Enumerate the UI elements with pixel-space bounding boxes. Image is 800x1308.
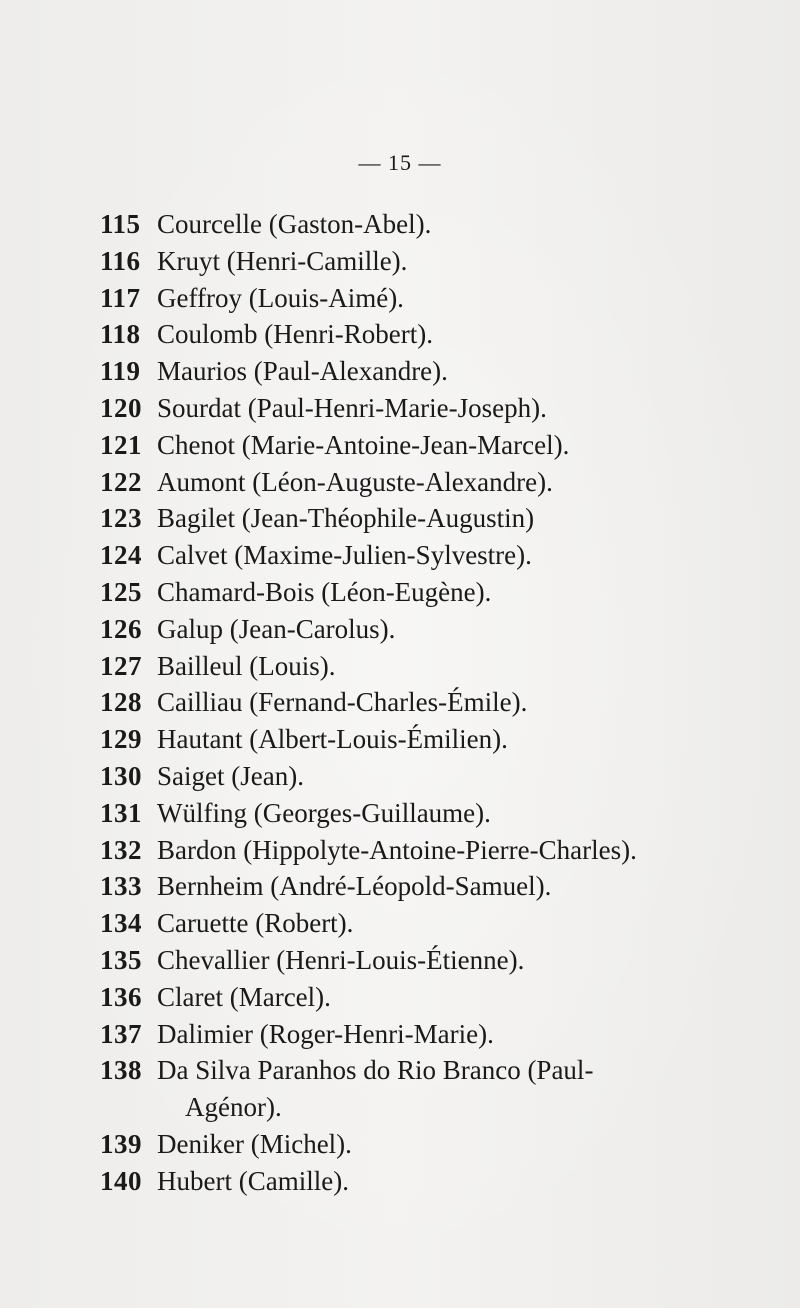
entry-number: 120 <box>100 392 142 423</box>
entry-name-text: Da Silva Paranhos do Rio Branco (Paul- <box>157 1055 594 1086</box>
list-item <box>100 832 760 869</box>
entry-name <box>157 758 760 795</box>
name-list <box>100 206 760 1200</box>
list-item <box>100 611 760 648</box>
entry-number: 124 <box>100 540 142 571</box>
entry-name-text: Kruyt (Henri-Camille). <box>157 245 408 276</box>
entry-name <box>157 1126 760 1163</box>
entry-number: 122 <box>100 466 142 497</box>
entry-name <box>157 243 760 280</box>
page-number: — 15 — <box>358 150 442 175</box>
entry-name <box>157 795 760 832</box>
list-item <box>100 1052 760 1126</box>
list-item <box>100 868 760 905</box>
entry-number: 132 <box>100 834 142 865</box>
entry-number: 121 <box>100 429 142 460</box>
list-item <box>100 1016 760 1053</box>
entry-name <box>157 611 760 648</box>
list-item <box>100 316 760 353</box>
entry-name-text: Hautant (Albert-Louis-Émilien). <box>157 724 508 755</box>
entry-name <box>157 1016 760 1053</box>
entry-number: 126 <box>100 613 142 644</box>
entry-number: 125 <box>100 576 142 607</box>
entry-name-text: Wülfing (Georges-Guillaume). <box>157 797 491 828</box>
entry-name-text: Sourdat (Paul-Henri-Marie-Joseph). <box>157 392 547 423</box>
entry-name <box>157 500 760 537</box>
entry-name-text: Cailliau (Fernand-Charles-Émile). <box>157 687 528 718</box>
entry-name <box>157 353 760 390</box>
list-item <box>100 280 760 317</box>
entry-name <box>157 942 760 979</box>
entry-name-text: Aumont (Léon-Auguste-Alexandre). <box>157 466 553 497</box>
entry-number: 128 <box>100 687 142 718</box>
list-item <box>100 648 760 685</box>
entry-name <box>157 427 760 464</box>
entry-name-text: Courcelle (Gaston-Abel). <box>157 209 432 239</box>
entry-name-text: Chenot (Marie-Antoine-Jean-Marcel). <box>157 429 570 460</box>
list-item <box>100 1126 760 1163</box>
list-item <box>100 500 760 537</box>
entry-name-text: Calvet (Maxime-Julien-Sylvestre). <box>157 540 532 571</box>
entry-number: 123 <box>100 503 142 534</box>
entry-name <box>157 868 760 905</box>
entry-name <box>157 721 760 758</box>
entry-name-text: Caruette (Robert). <box>157 908 354 939</box>
entry-name <box>157 905 760 942</box>
entry-name-text: Chevallier (Henri-Louis-Étienne). <box>157 944 525 975</box>
entry-name <box>157 684 760 721</box>
list-item <box>100 684 760 721</box>
list-item <box>100 574 760 611</box>
entry-name <box>157 574 760 611</box>
entry-number: 131 <box>100 797 142 828</box>
entry-number: 129 <box>100 724 142 755</box>
list-item <box>100 206 760 243</box>
entry-number: 137 <box>100 1018 142 1049</box>
list-item <box>100 1163 760 1200</box>
entry-number: 134 <box>100 908 142 939</box>
list-item <box>100 537 760 574</box>
entry-name <box>157 316 760 353</box>
list-item <box>100 390 760 427</box>
entry-name <box>157 390 760 427</box>
entry-number: 119 <box>100 356 141 387</box>
entry-name <box>157 280 760 317</box>
entry-name-text: Dalimier (Roger-Henri-Marie). <box>157 1018 494 1049</box>
entry-number: 127 <box>100 650 142 681</box>
list-item <box>100 427 760 464</box>
entry-number: 116 <box>100 245 141 276</box>
entry-name <box>157 979 760 1016</box>
entry-name <box>157 537 760 574</box>
entry-number: 133 <box>100 871 142 902</box>
entry-name-text: Bagilet (Jean-Théophile-Augustin) <box>157 503 535 534</box>
entry-name-text: Maurios (Paul-Alexandre). <box>157 356 448 387</box>
list-item <box>100 243 760 280</box>
entry-name <box>157 832 760 869</box>
entry-name-text: Coulomb (Henri-Robert). <box>157 319 433 350</box>
list-item <box>100 979 760 1016</box>
list-item <box>100 905 760 942</box>
entry-name-text: Galup (Jean-Carolus). <box>157 613 396 644</box>
entry-name <box>157 206 760 243</box>
entry-number: 138 <box>100 1055 142 1086</box>
entry-name-text: Claret (Marcel). <box>157 981 331 1012</box>
entry-name-continuation: Agénor). <box>185 1092 282 1123</box>
entry-name <box>157 1163 760 1200</box>
entry-name-text: Bardon (Hippolyte-Antoine-Pierre-Charles). <box>157 834 637 865</box>
entry-number: 130 <box>100 760 142 791</box>
entry-name-text: Bailleul (Louis). <box>157 650 336 681</box>
entry-name <box>157 464 760 501</box>
entry-number: 136 <box>100 981 142 1012</box>
entry-number: 139 <box>100 1128 142 1159</box>
list-item <box>100 942 760 979</box>
entry-name-text: Geffroy (Louis-Aimé). <box>157 282 404 313</box>
entry-name <box>157 648 760 685</box>
entry-name-text: Chamard-Bois (Léon-Eugène). <box>157 576 492 607</box>
entry-number: 140 <box>100 1165 142 1196</box>
entry-number: 135 <box>100 944 142 975</box>
entry-number: 118 <box>100 319 141 350</box>
entry-name-text: Deniker (Michel). <box>157 1128 352 1159</box>
entry-name-text: Saiget (Jean). <box>157 760 304 791</box>
list-item <box>100 353 760 390</box>
list-item <box>100 795 760 832</box>
list-item <box>100 464 760 501</box>
list-item <box>100 721 760 758</box>
entry-number: 117 <box>100 282 141 313</box>
entry-name <box>157 1052 760 1126</box>
entry-number: 115 <box>100 209 141 239</box>
entry-name-text: Bernheim (André-Léopold-Samuel). <box>157 871 552 902</box>
list-item <box>100 758 760 795</box>
entry-name-text: Hubert (Camille). <box>157 1165 349 1196</box>
